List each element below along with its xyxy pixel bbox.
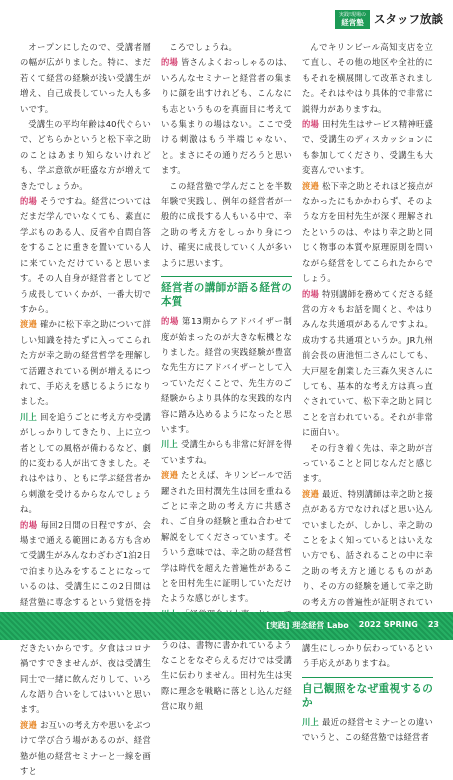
speaker-name: 的場 [161, 316, 180, 327]
badge-top-label: 実践!現場の [338, 11, 366, 18]
badge-main-label: 経営塾 [341, 17, 364, 27]
paragraph-text: 松下幸之助とそれほど接点がなかったにもかかわらず、そのような方を田村先生が深く理解されたというのは、やはり幸之助と同じく物事の本質や原理原則を問いながら経営をしてこられたからでしょう。 [302, 180, 433, 284]
section-title: スタッフ放談 [374, 12, 443, 26]
paragraph-text: んでキリンビール高知支店を立て直し、その他の地区や全社的にもそれを横展開して改革されました。それはやはり具体的で非常に説得力がありますね。 [302, 42, 433, 114]
paragraph-text: 受講生の平均年齢は40代ぐらいで、どちらかというと松下幸之助のことはあまり知らないけれども、学ぶ意欲が旺盛な方が増えてきたでしょうか。 [20, 119, 151, 191]
speaker-paragraph [161, 468, 292, 607]
paragraph-text: 確かに松下幸之助について詳しい知識を持たずに入ってこられた方が幸之助の経営哲学を理解して活躍されている例が増えるにつれて、手応えを感じるようになりました。 [20, 319, 151, 407]
footer-issue: 2022 SPRING [358, 620, 418, 629]
speaker-name: 的場 [20, 519, 38, 530]
paragraph-text: 受講生からも非常に好評を得ていますね。 [161, 439, 292, 465]
section-heading: 自己観照をなぜ重視するのか [302, 677, 433, 710]
body-paragraph [161, 179, 292, 271]
body-paragraph [20, 117, 151, 194]
paragraph-text: そうですね。経営についてはだまだ学んでいなくても、素直に学ぶものある人、反省や自問自答をすることに重きを置いている人に来ていただけていると思います。その人自身が経営者としてどう成長していくかが、一番大切ですから。 [20, 196, 151, 314]
paragraph-text: 皆さんよくおっしゃるのは、いろんなセミナーと経営者の集まりに顔を出すけれども、こんなにも志というものを真面目に考えている集まりの場はない。ここで受ける刺激はもう半端じゃない、と。まさにその通りだろうと思います。 [161, 57, 292, 176]
paragraph-text: 最近、特別講師は幸之助と接点がある方でなければと思い込んでいましたが、しかし、幸之助のことをよく知っているとはいえない方でも、話されることの中に幸之助の考え方と通じるものがあり、その方の経験を通して幸之助の考え方の普遍性が証明されてい 講生にしっかり伝わっているという手応えがありますね。 [302, 488, 433, 669]
paragraph-text: たとえば、キリンビールで活躍された田村潤先生は回を重ねるごとに幸之助の考え方に共感され、ご自身の経験と重ね合わせて解説をしてくださっています。そういう意味では、幸之助の経営哲学は時代を超えた普遍性があることを田村先生に証明していただけたような感じがします。 [161, 470, 292, 604]
paragraph-text: 特別講師を務めてくださる経営の方々もお話を聞くと、やはりみんな共通項があるんですよね。成功する共通項というか。JR九州前会長の唐池恒二さんにしても、大戸屋を創業した三森久実さんにしても、基本的な考え方は真っ直ぐされていて、松下幸之助と同じことを言われている。それが非常に面白い。 [302, 288, 433, 438]
speaker-name: 川上 [161, 439, 179, 450]
paragraph-text: ころでしょうね。 [169, 42, 237, 52]
speaker-paragraph [161, 314, 292, 437]
page-footer [0, 612, 453, 640]
speaker-name: 川上 [20, 411, 38, 422]
paragraph-text: オープンにしたので、受講者層の幅が広がりました。特に、まだ若くて経営の経験が浅い受講生が増え、自己成長していった人も多いです。 [20, 42, 151, 114]
section-heading: 経営者の講師が語る経営の本質 [161, 276, 292, 309]
body-paragraph [302, 40, 433, 117]
speaker-paragraph [161, 55, 292, 178]
speaker-name: 的場 [302, 119, 320, 130]
speaker-name: 渡邉 [161, 470, 179, 481]
paragraph-text: 第13期からアドバイザー制度が始まったのが大きな転機となりました。経営の実践経験が豊富な先生方にアドバイザーとして入っていただくことで、先生方のご経験からより具体的な実践的な内容に踏み込めるようになったと思います。 [161, 316, 292, 434]
speaker-paragraph [161, 437, 292, 468]
speaker-name: 的場 [20, 196, 38, 207]
speaker-paragraph [302, 117, 433, 179]
speaker-name: 渡邉 [302, 488, 320, 499]
paragraph-text: その行き着く先は、幸之助が言っていることと同じなんだと感じます。 [302, 442, 433, 484]
speaker-paragraph [302, 715, 433, 746]
speaker-paragraph [20, 718, 151, 780]
speaker-name: 的場 [302, 288, 320, 299]
paragraph-text: 最近の経営セミナーとの違いでいうと、この経営塾では経営者 [302, 716, 433, 743]
speaker-paragraph [302, 487, 433, 672]
paragraph-text: 回を追うごとに考え方や受講がしっかりしてきたり、上に立つ者としての風格が備わるなど、劇的に変わる人が出てきました。それはやはり、ともに学ぶ経営者から刺激を受けるからなんでしょうね。 [20, 411, 151, 515]
speaker-name: 渡邉 [20, 719, 38, 730]
body-paragraph [20, 40, 151, 117]
speaker-name: 川上 [302, 716, 320, 727]
speaker-name: 的場 [161, 57, 179, 68]
footer-text [266, 620, 439, 631]
article-column-2 [161, 40, 292, 712]
body-paragraph [302, 441, 433, 487]
paragraph-text: うのは、書物に書かれているようなことをなぞらえるだけでは受講生に伝わりません。田村先生は実際に理念を戦略に落とし込んだ経営に取り組 [161, 639, 292, 712]
paragraph-text: 毎回2日間の日程ですが、会場まで通える範囲にある方も含めて受講生がみんなわざわざ1泊2日で泊まり込みをすることになっているのは、受講生にこの2日間は経営塾に専念するという覚悟を持 だきたいからです。夕食はコロナ禍ですできませんが、夜は受講生同士で一緒に飲んだりして、いろんな語り合いをしてはいいと思います。 [20, 519, 151, 715]
page-header [335, 8, 443, 30]
paragraph-text: お互いの考え方や思いをぶつけて学び合う場があるのが、経営塾が他の経営セミナーと一線を画すと [20, 719, 151, 777]
speaker-name: 渡邉 [302, 180, 320, 191]
footer-magazine-title: [実践] 理念経営 Labo [266, 621, 349, 630]
speaker-paragraph [302, 287, 433, 441]
speaker-paragraph [20, 194, 151, 317]
paragraph-text: この経営塾で学んだことを半数年験で実践し、例年の経営者が一般的に成長する人もいる中で、幸之助の考え方をしっかり身につけ、確実に成長していく人が多いように思います。 [161, 180, 292, 268]
article-column-1 [20, 40, 151, 777]
speaker-paragraph [20, 410, 151, 518]
speaker-paragraph [20, 317, 151, 409]
speaker-paragraph [302, 179, 433, 287]
paragraph-text: 田村先生はサービス精神旺盛で、受講生のディスカッションにも参加してくださり、受講生も大変喜んでいます。 [302, 119, 433, 176]
section-badge [335, 10, 370, 29]
speaker-name: 渡邉 [20, 319, 38, 330]
body-paragraph [161, 40, 292, 55]
footer-page-number: 23 [427, 620, 439, 629]
